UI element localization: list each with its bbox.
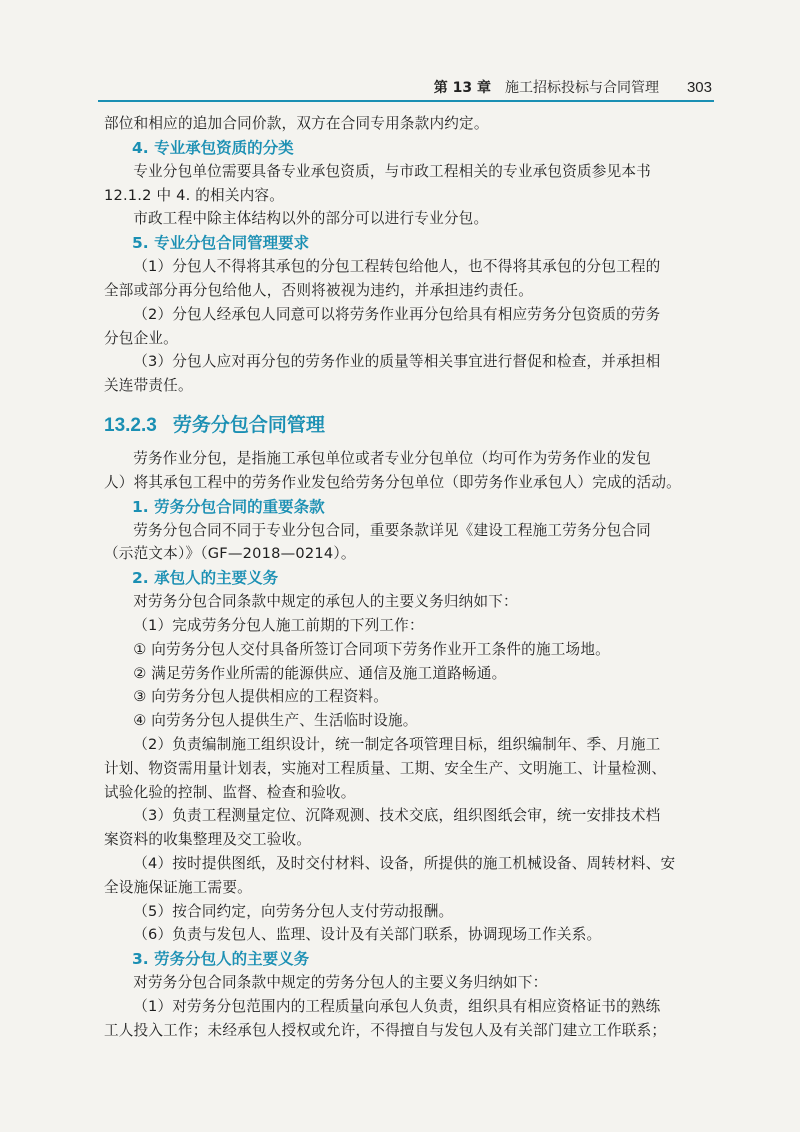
header-rule <box>98 100 714 102</box>
body-text-line: 对劳务分包合同条款中规定的承包人的主要义务归纳如下： <box>133 593 518 611</box>
section-heading <box>104 410 728 441</box>
body-text-line: 市政工程中除主体结构以外的部分可以进行专业分包。 <box>133 210 489 228</box>
body-text-line: 劳务分包合同不同于专业分包合同，重要条款详见《建设工程施工劳务分包合同 <box>133 521 651 539</box>
body-text-line: ③ 向劳务分包人提供相应的工程资料。 <box>133 688 389 706</box>
section-number: 13.2.3 <box>104 414 157 436</box>
body-text-line: 关连带责任。 <box>104 377 193 395</box>
body-text-line: 案资料的收集整理及交工验收。 <box>104 831 312 849</box>
body-text-line: （1）分包人不得将其承包的分包工程转包给他人，也不得将其承包的分包工程的 <box>133 258 661 276</box>
body-text-line: ② 满足劳务作业所需的能源供应、通信及施工道路畅通。 <box>133 664 507 682</box>
page-number: 303 <box>686 78 712 96</box>
body-text-line: 计划、物资需用量计划表，实施对工程质量、工期、安全生产、文明施工、计量检测、 <box>104 759 667 777</box>
subsection-heading: 5. 专业分包合同管理要求 <box>132 234 310 253</box>
body-text-line: 对劳务分包合同条款中规定的劳务分包人的主要义务归纳如下： <box>133 974 548 992</box>
body-text-line: （1）对劳务分包范围内的工程质量向承包人负责，组织具有相应资格证书的熟练 <box>133 997 661 1015</box>
body-text-line: （2）分包人经承包人同意可以将劳务作业再分包给具有相应劳务分包资质的劳务 <box>133 305 661 323</box>
body-text-line: （6）负责与发包人、监理、设计及有关部门联系，协调现场工作关系。 <box>133 926 602 944</box>
body-text-line: 试验化验的控制、监督、检查和验收。 <box>104 783 356 801</box>
body-text-line: 分包企业。 <box>104 329 178 347</box>
body-text-line: 部位和相应的追加合同价款，双方在合同专用条款内约定。 <box>104 115 489 132</box>
subsection-heading: 3. 劳务分包人的主要义务 <box>132 950 310 969</box>
running-header <box>98 74 712 100</box>
chapter-title: 施工招标投标与合同管理 <box>504 80 659 96</box>
body-text-line: 专业分包单位需要具备专业承包资质，与市政工程相关的专业承包资质参见本书 <box>133 162 651 180</box>
body-text-line: （5）按合同约定，向劳务分包人支付劳动报酬。 <box>133 902 454 920</box>
body-text-line: 工人投入工作；未经承包人授权或允许，不得擅自与发包人及有关部门建立工作联系； <box>104 1021 667 1039</box>
body-text-line: ① 向劳务分包人交付具备所签订合同项下劳务作业开工条件的施工场地。 <box>133 640 610 658</box>
body-text-line: 12.1.2 中 4. 的相关内容。 <box>104 186 285 204</box>
page-body <box>104 112 728 1043</box>
chapter-label: 第 13 章 <box>433 80 491 96</box>
body-text-line: （4）按时提供图纸，及时交付材料、设备，所提供的施工机械设备、周转材料、安 <box>133 854 676 872</box>
body-text-line: （2）负责编制施工组织设计，统一制定各项管理目标，组织编制年、季、月施工 <box>133 735 661 753</box>
section-title: 劳务分包合同管理 <box>172 413 325 436</box>
subsection-heading: 1. 劳务分包合同的重要条款 <box>132 497 325 516</box>
subsection-heading: 4. 专业承包资质的分类 <box>132 138 294 157</box>
body-text-line: 全设施保证施工需要。 <box>104 878 252 896</box>
subsection-heading: 2. 承包人的主要义务 <box>132 569 279 588</box>
body-text-line: （3）分包人应对再分包的劳务作业的质量等相关事宜进行督促和检查，并承担相 <box>133 353 661 371</box>
body-text-line: （1）完成劳务分包人施工前期的下列工作： <box>133 616 424 634</box>
body-text-line: 全部或部分再分包给他人，否则将被视为违约，并承担违约责任。 <box>104 281 534 299</box>
body-text-line: 人）将其承包工程中的劳务作业发包给劳务分包单位（即劳务作业承包人）完成的活动。 <box>104 473 681 491</box>
body-text-line: （3）负责工程测量定位、沉降观测、技术交底，组织图纸会审，统一安排技术档 <box>133 807 661 825</box>
body-text-line: ④ 向劳务分包人提供生产、生活临时设施。 <box>133 712 418 730</box>
body-text-line: 劳务作业分包，是指施工承包单位或者专业分包单位（均可作为劳务作业的发包 <box>133 449 651 467</box>
body-text-line: （示范文本）》（GF—2018—0214）。 <box>104 545 356 563</box>
